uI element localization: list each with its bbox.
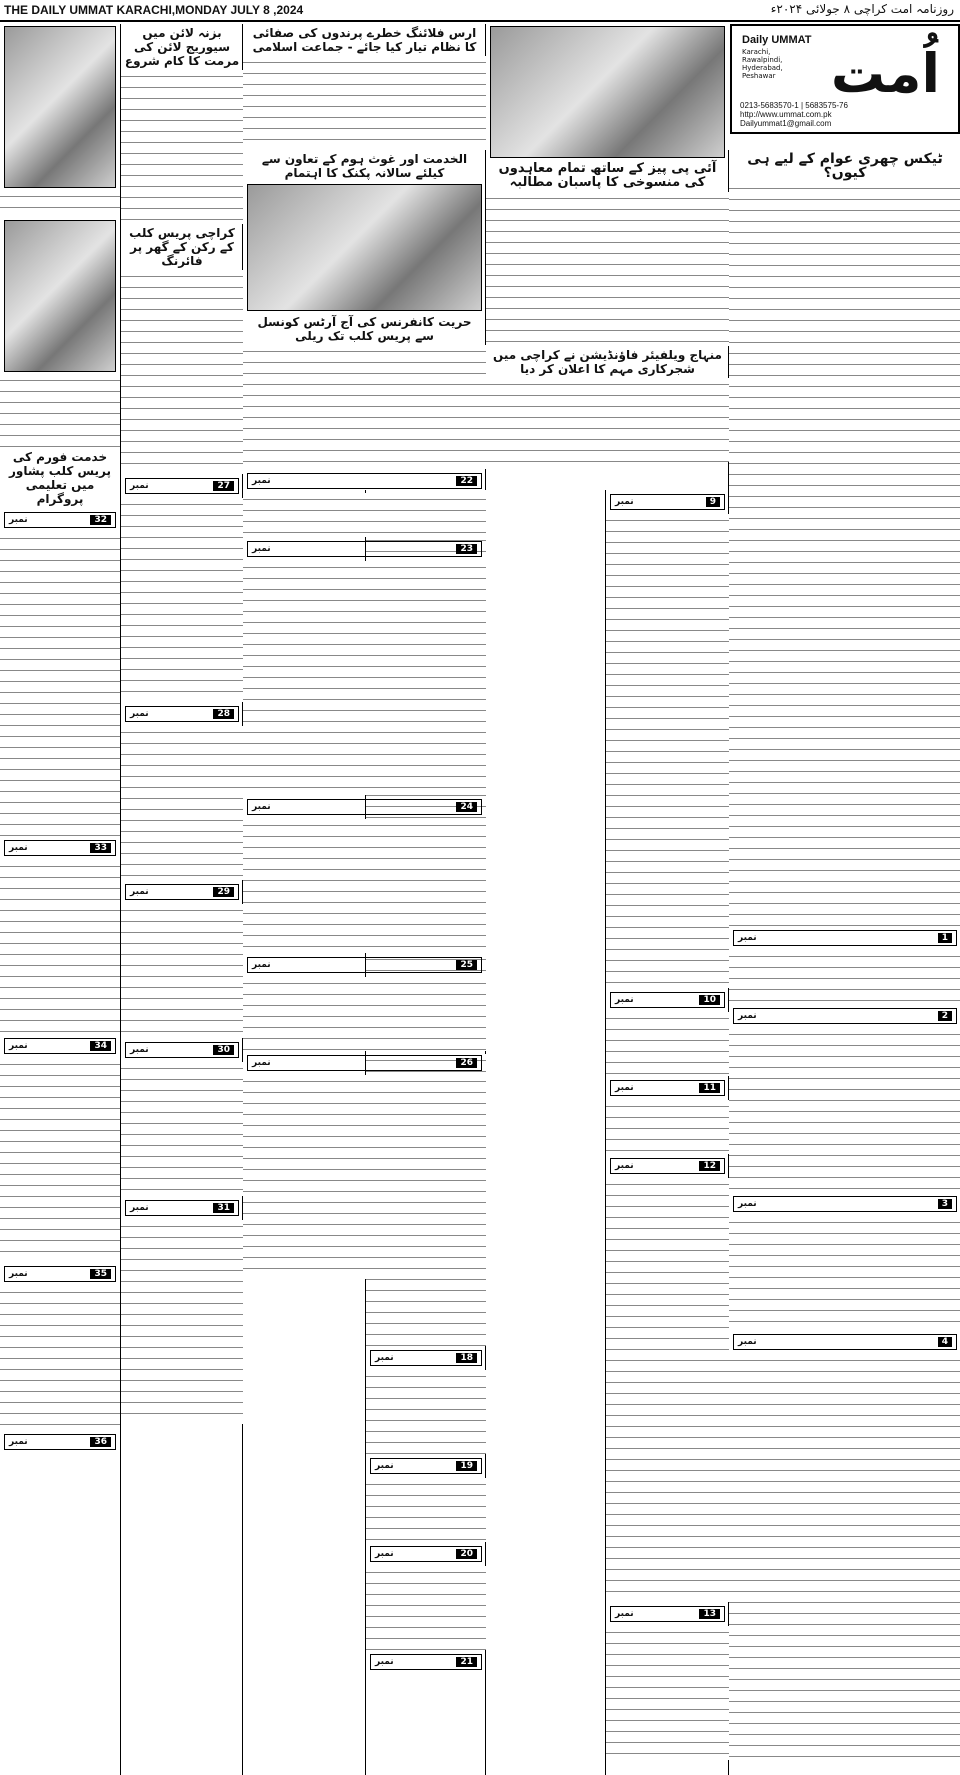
editorial-headline: ٹیکس چھری عوام کے لیے ہی کیوں؟ bbox=[747, 151, 943, 181]
news-photo bbox=[247, 184, 482, 311]
column-notices-b: 9 نمبر 10 نمبر 11 نمبر 12 نمبر 13 نمبر bbox=[605, 490, 729, 1775]
story-column-b: ارس فلائنگ خطرے پرندوں کی صفائی کا نظام تیار کیا جائے - جماعت اسلامی الخدمت اور غوث ہوم کے تعاون سے کیلئے سالانہ پکنک کا اہتمام حریت کانفرنس کی آج آرٹس کونسل سے پریس کلب تک ریلی 22 نمبر 23 نمبر 24 نمبر 25 نمبر 26 نمبر bbox=[242, 24, 486, 1775]
notice-2: 2 نمبر bbox=[733, 1008, 957, 1024]
news-photo bbox=[4, 220, 116, 372]
english-dateline: THE DAILY UMMAT KARACHI,MONDAY JULY 8 ,2024 bbox=[4, 3, 304, 17]
cities-list: Karachi, Rawalpindi, Hyderabad, Peshawar bbox=[742, 48, 783, 80]
story-column-c: بزنہ لائن میں سیوریج لائن کی مرمت کا کام شروع کراچی پریس کلب کے رکن کے گھر پر فائرنگ 27 نمبر 28 نمبر 29 نمبر 30 نمبر 31 نمبر bbox=[120, 24, 243, 1775]
news-photo bbox=[490, 26, 725, 158]
story-headline: منہاج ویلفیئر فاؤنڈیشن نے کراچی میں شجرکاری مہم کا اعلان کر دیا bbox=[493, 348, 722, 376]
story-headline: حریت کانفرنس کی آج آرٹس کونسل سے پریس کلب تک ریلی bbox=[257, 315, 472, 343]
story-headline: الخدمت اور غوث ہوم کے تعاون سے کیلئے سالانہ پکنک کا اہتمام bbox=[261, 152, 468, 180]
column-notices-a: 18 نمبر 19 نمبر 20 نمبر 21 نمبر bbox=[365, 490, 486, 1775]
story-column-d: خدمت فورم کی پریس کلب پشاور میں تعلیمی پروگرام 32 نمبر 33 نمبر 34 نمبر 35 نمبر 36 نمبر bbox=[0, 24, 120, 1775]
story-headline: بزنہ لائن میں سیوریج لائن کی مرمت کا کام شروع bbox=[124, 26, 240, 68]
dateline-bar bbox=[0, 0, 960, 22]
notice-1: 1 نمبر bbox=[733, 930, 957, 946]
urdu-dateline: روزنامہ امت کراچی ۸ جولائی ۲۰۲۴ء bbox=[770, 2, 954, 16]
masthead-logo bbox=[730, 24, 960, 134]
story-headline: آئی پی پیز کے ساتھ تمام معاہدوں کی منسوخی کا پاسبان مطالبہ bbox=[498, 161, 717, 190]
logo-english: Daily UMMAT bbox=[742, 34, 812, 46]
notice-4: 4 نمبر bbox=[733, 1334, 957, 1350]
notice-3: 3 نمبر bbox=[733, 1196, 957, 1212]
story-headline: خدمت فورم کی پریس کلب پشاور میں تعلیمی پروگرام bbox=[9, 450, 111, 506]
logo-urdu: اُمت bbox=[830, 42, 940, 105]
editorial-column bbox=[728, 150, 960, 1775]
news-photo bbox=[4, 26, 116, 188]
contact-info: 0213-5683570-1 | 5683575-76 http://www.ummat.com.pk Dailyummat1@gmail.com bbox=[740, 101, 848, 128]
story-headline: ارس فلائنگ خطرے پرندوں کی صفائی کا نظام تیار کیا جائے - جماعت اسلامی bbox=[252, 26, 477, 54]
story-headline: کراچی پریس کلب کے رکن کے گھر پر فائرنگ bbox=[129, 226, 235, 268]
